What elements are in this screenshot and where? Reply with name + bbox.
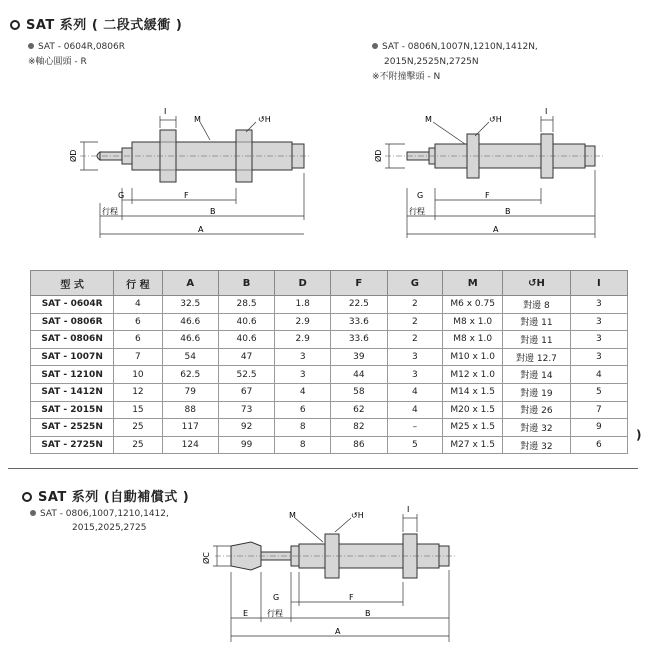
dim-stroke-label: 行程 [409,207,425,216]
table-cell: 對邊 11 [503,313,571,331]
dim-m-label: M [425,115,432,124]
table-cell: 2.9 [275,313,331,331]
table-row [31,331,628,349]
dot-bullet-icon [372,43,378,49]
table-cell: 對邊 26 [503,401,571,419]
table-row [31,366,628,384]
dim-g-label: G [118,191,125,200]
section1-title: SAT 系列 ( 二段式緩衝 ) [10,14,182,33]
table-cell: 2 [387,313,443,331]
model-cell: SAT - 0806R [31,313,114,331]
table-cell: 4 [275,383,331,401]
table-cell: 3 [387,366,443,384]
dim-b-label: B [365,609,371,618]
header-h: ↺H [503,271,571,296]
table-cell: 82 [331,419,387,437]
table-cell: 99 [218,436,274,454]
table-cell: 39 [331,348,387,366]
table-cell: 6 [114,331,162,349]
table-cell: 8 [275,419,331,437]
table-cell: 6 [275,401,331,419]
table-cell: 46.6 [162,313,218,331]
table-cell: 6 [570,436,627,454]
model-cell: SAT - 1412N [31,383,114,401]
dim-m-label: M [194,115,201,124]
table-cell: 33.6 [331,313,387,331]
dim-c-label: ØC [202,552,211,564]
table-cell: 2 [387,331,443,349]
page-edge-mark: ) [636,428,642,442]
dim-a-label: A [198,225,204,234]
table-cell: 3 [275,348,331,366]
section2-title: SAT 系列 (自動補償式 ) [22,486,189,505]
dim-f-label: F [184,191,189,200]
table-row [31,401,628,419]
header-g: G [387,271,443,296]
model-cell: SAT - 1007N [31,348,114,366]
section2-model-note: SAT - 0806,1007,1210,1412, [30,507,169,521]
dim-e-label: E [243,609,249,618]
table-cell: 46.6 [162,331,218,349]
header-m: M [443,271,503,296]
circle-bullet-icon [10,20,20,30]
header-i: I [570,271,627,296]
table-cell: 86 [331,436,387,454]
table-cell: 40.6 [218,313,274,331]
table-cell: – [387,419,443,437]
dim-h-label: ↺H [489,115,502,124]
table-cell: 88 [162,401,218,419]
left-r-note: ※軸心圓頭 - R [28,57,87,67]
table-cell: 2 [387,296,443,314]
table-cell: 3 [275,366,331,384]
table-cell: 10 [114,366,162,384]
shock-absorber-n-diagram [365,108,625,243]
table-cell: 3 [570,296,627,314]
table-cell: 8 [275,436,331,454]
dim-stroke-label: 行程 [267,609,283,618]
table-cell: 62.5 [162,366,218,384]
header-model: 型 式 [31,271,114,296]
dim-g-label: G [417,191,424,200]
dim-i-label: I [164,108,167,116]
table-cell: 7 [114,348,162,366]
table-row [31,383,628,401]
model-cell: SAT - 2015N [31,401,114,419]
table-cell: 4 [570,366,627,384]
dim-m-label: M [289,511,296,520]
table-cell: 6 [114,313,162,331]
table-cell: 對邊 19 [503,383,571,401]
table-cell: 4 [387,401,443,419]
dim-g-label: G [273,593,280,602]
table-cell: 62 [331,401,387,419]
dim-b-label: B [505,207,511,216]
table-cell: 4 [114,296,162,314]
table-cell: 9 [570,419,627,437]
model-cell: SAT - 0604R [31,296,114,314]
table-cell: 25 [114,419,162,437]
table-header-row [31,271,628,296]
table-cell: 25 [114,436,162,454]
right-model-note-cont: 2015N,2525N,2725N [384,57,479,67]
table-cell: 44 [331,366,387,384]
table-cell: 32.5 [162,296,218,314]
dim-f-label: F [349,593,354,602]
table-cell: 12 [114,383,162,401]
table-cell: 33.6 [331,331,387,349]
circle-bullet-icon [22,492,32,502]
table-cell: M8 x 1.0 [443,331,503,349]
table-cell: M25 x 1.5 [443,419,503,437]
table-cell: M14 x 1.5 [443,383,503,401]
table-cell: 54 [162,348,218,366]
spec-table [30,270,628,454]
table-cell: 3 [387,348,443,366]
table-cell: 2.9 [275,331,331,349]
header-a: A [162,271,218,296]
table-cell: M27 x 1.5 [443,436,503,454]
table-cell: 40.6 [218,331,274,349]
section2-model-note-cont: 2015,2025,2725 [72,523,147,533]
table-cell: 4 [387,383,443,401]
table-cell: 對邊 11 [503,331,571,349]
dot-bullet-icon [30,510,36,516]
table-cell: 117 [162,419,218,437]
table-cell: 5 [387,436,443,454]
table-cell: 3 [570,313,627,331]
right-model-note: SAT - 0806N,1007N,1210N,1412N, [372,40,538,54]
shock-absorber-auto-diagram [195,502,460,648]
dim-h-label: ↺H [351,511,364,520]
table-cell: M6 x 0.75 [443,296,503,314]
dim-d-label: ØD [69,149,78,162]
table-cell: 28.5 [218,296,274,314]
table-cell: M8 x 1.0 [443,313,503,331]
dim-i-label: I [407,505,410,514]
table-cell: 1.8 [275,296,331,314]
header-b: B [218,271,274,296]
table-row [31,296,628,314]
table-cell: 對邊 14 [503,366,571,384]
dim-d-label: ØD [374,149,383,162]
dim-h-label: ↺H [258,115,271,124]
table-cell: 對邊 8 [503,296,571,314]
table-cell: 47 [218,348,274,366]
table-cell: 52.5 [218,366,274,384]
table-cell: 3 [570,331,627,349]
section-divider [8,468,638,469]
table-cell: M12 x 1.0 [443,366,503,384]
table-cell: 73 [218,401,274,419]
table-row [31,313,628,331]
dim-b-label: B [210,207,216,216]
table-cell: 15 [114,401,162,419]
dim-a-label: A [335,627,341,636]
table-cell: 22.5 [331,296,387,314]
table-cell: 對邊 12.7 [503,348,571,366]
table-cell: 67 [218,383,274,401]
dim-stroke-label: 行程 [102,207,118,216]
table-cell: M20 x 1.5 [443,401,503,419]
table-cell: 3 [570,348,627,366]
table-cell: 對邊 32 [503,419,571,437]
table-cell: 對邊 32 [503,436,571,454]
table-row [31,436,628,454]
table-cell: 58 [331,383,387,401]
table-cell: 7 [570,401,627,419]
dim-f-label: F [485,191,490,200]
table-row [31,348,628,366]
model-cell: SAT - 2525N [31,419,114,437]
left-model-note: SAT - 0604R,0806R [28,40,125,54]
table-row [31,419,628,437]
dim-i-label: I [545,108,548,116]
header-f: F [331,271,387,296]
shock-absorber-r-diagram [60,108,320,243]
right-n-note: ※不附撞擊頭 - N [372,72,441,82]
dot-bullet-icon [28,43,34,49]
header-d: D [275,271,331,296]
model-cell: SAT - 2725N [31,436,114,454]
table-cell: 79 [162,383,218,401]
table-cell: 5 [570,383,627,401]
table-cell: 92 [218,419,274,437]
header-stroke: 行 程 [114,271,162,296]
table-cell: M10 x 1.0 [443,348,503,366]
table-cell: 124 [162,436,218,454]
model-cell: SAT - 0806N [31,331,114,349]
dim-a-label: A [493,225,499,234]
table-body [31,296,628,454]
model-cell: SAT - 1210N [31,366,114,384]
